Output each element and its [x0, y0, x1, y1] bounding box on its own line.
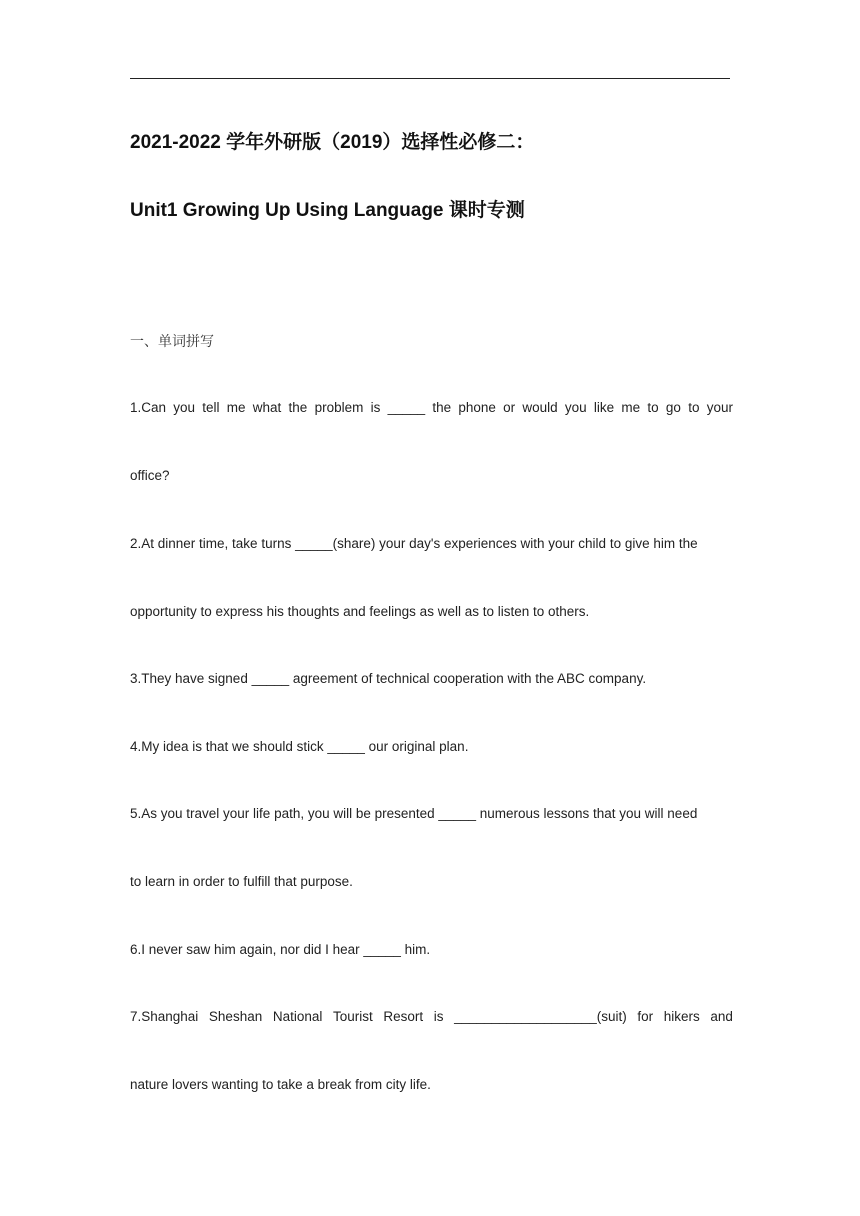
- q1-word: problem: [314, 400, 364, 415]
- question-1-line-1: [130, 399, 733, 417]
- q1-word: you: [173, 400, 196, 415]
- question-6-line-1: 6.I never saw him again, nor did I hear _____ him.: [130, 942, 431, 957]
- q1-word: the: [288, 400, 308, 415]
- q7-word: and: [710, 1009, 733, 1024]
- q7-word: Tourist: [332, 1009, 373, 1024]
- q1-word: like: [593, 400, 615, 415]
- q7-word: National: [272, 1009, 323, 1024]
- question-4-line-1: 4.My idea is that we should stick _____ our original plan.: [130, 739, 469, 754]
- question-2-line-2: opportunity to express his thoughts and feelings as well as to listen to others.: [130, 604, 590, 619]
- q1-word: you: [564, 400, 587, 415]
- q1-blank: _____: [387, 400, 426, 415]
- q1-word: me: [621, 400, 641, 415]
- q1-word: tell: [202, 400, 220, 415]
- header-rule: [130, 78, 730, 79]
- q1-word: your: [706, 400, 733, 415]
- document-title: 2021-2022 学年外研版（2019）选择性必修二：: [130, 132, 535, 153]
- q1-word: to: [647, 400, 659, 415]
- question-7-line-1: [130, 1008, 733, 1026]
- q7-word: Resort: [383, 1009, 424, 1024]
- q1-word: to: [688, 400, 700, 415]
- q7-word: Sheshan: [208, 1009, 263, 1024]
- q1-word: phone: [458, 400, 496, 415]
- q1-word: 1.Can: [130, 400, 167, 415]
- question-7-line-2: nature lovers wanting to take a break from city life.: [130, 1077, 431, 1092]
- document-subtitle: Unit1 Growing Up Using Language 课时专测: [130, 200, 525, 221]
- question-1-line-2: office?: [130, 468, 170, 483]
- question-3-line-1: 3.They have signed _____ agreement of technical cooperation with the ABC company.: [130, 671, 647, 686]
- q7-word: hikers: [663, 1009, 700, 1024]
- section-heading: 一、单词拼写: [130, 334, 214, 350]
- question-5-line-1: 5.As you travel your life path, you will be presented _____ numerous lessons that you will need: [130, 806, 698, 821]
- question-5-line-2: to learn in order to fulfill that purpose.: [130, 874, 353, 889]
- q7-word: 7.Shanghai: [130, 1009, 199, 1024]
- q1-word: would: [522, 400, 558, 415]
- q1-word: or: [503, 400, 516, 415]
- q1-word: me: [226, 400, 246, 415]
- q1-word: the: [432, 400, 452, 415]
- q7-word: for: [637, 1009, 654, 1024]
- q1-word: what: [252, 400, 282, 415]
- q1-word: go: [665, 400, 681, 415]
- question-2-line-1: 2.At dinner time, take turns _____(share) your day's experiences with your child to give him the: [130, 536, 698, 551]
- q7-word: is: [433, 1009, 444, 1024]
- q7-blank: ___________________(suit): [454, 1009, 627, 1024]
- q1-word: is: [370, 400, 381, 415]
